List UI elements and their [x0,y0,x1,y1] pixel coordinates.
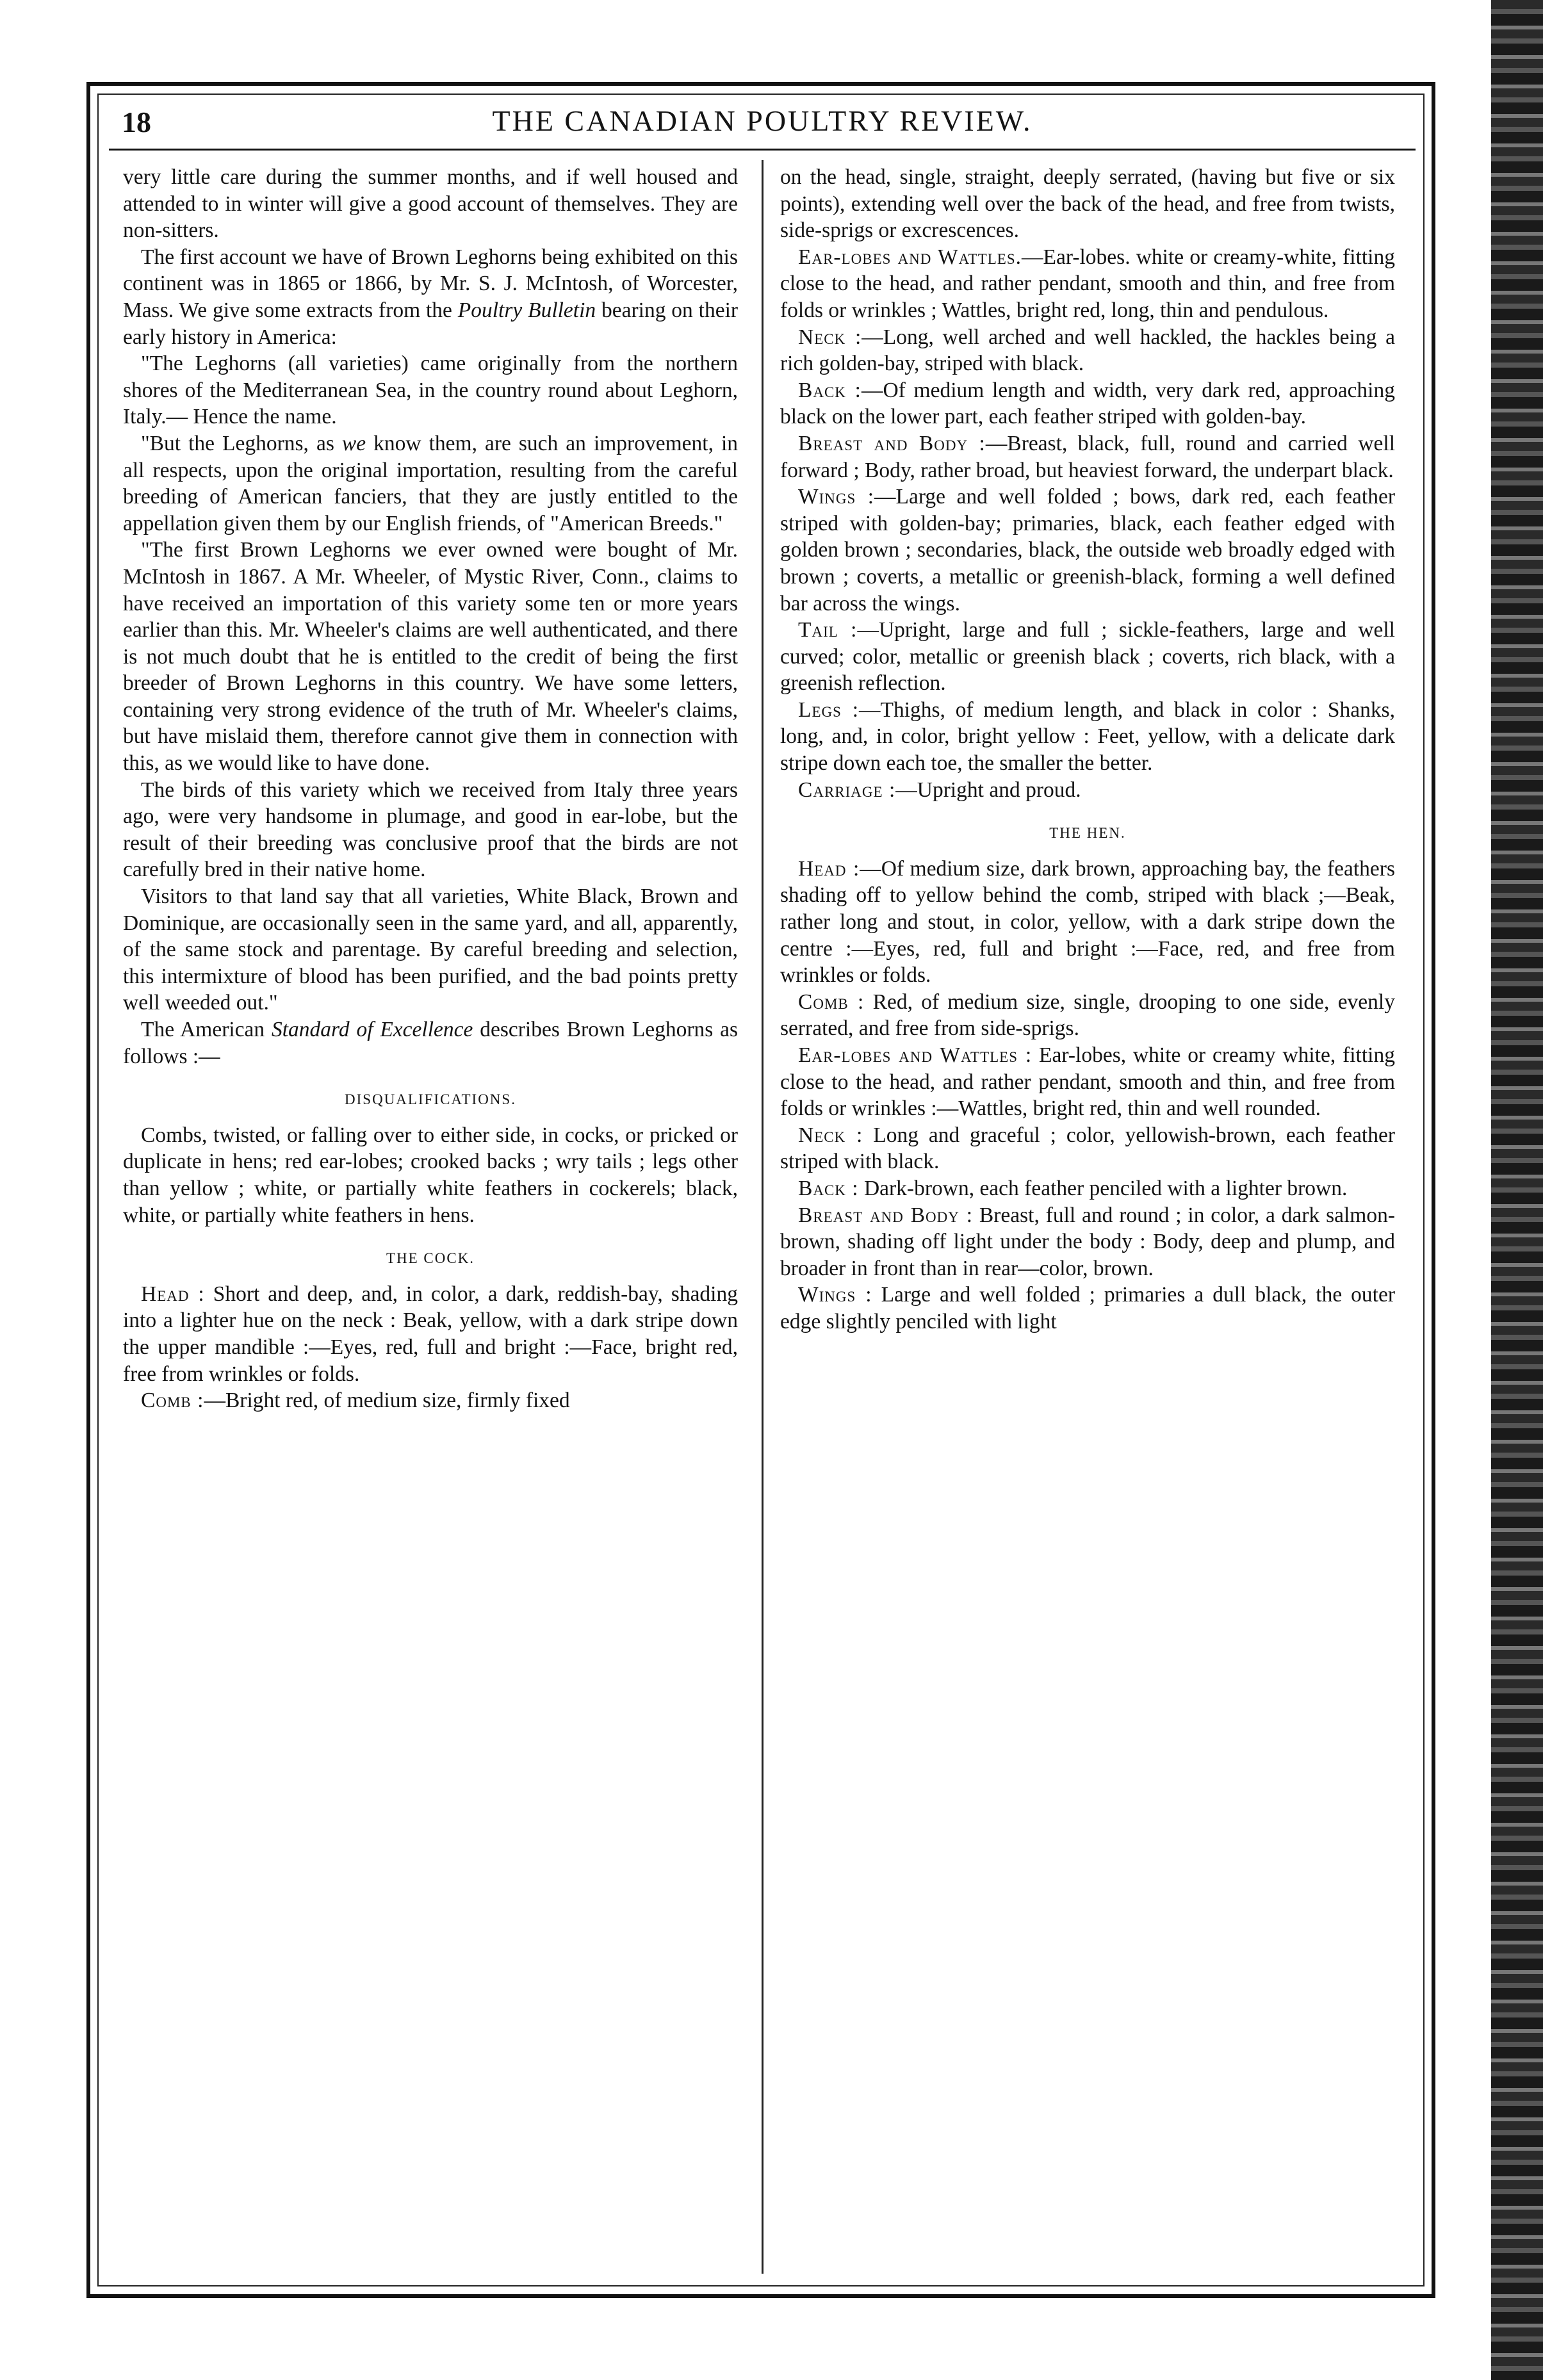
standard-entry-hen-neck: Neck : Long and graceful ; color, yellowish-brown, each feather striped with black. [780,1123,1395,1174]
column-divider [762,160,763,2274]
standard-entry-hen-breast-body: Breast and Body : Breast, full and round ; in color, a dark salmon-brown, shading off light under the body : Body, deep and plump, and broader in front than in rear—color, brown. [780,1203,1395,1280]
section-heading-cock: THE COCK. [386,1250,475,1267]
standard-entry-hen-head: Head :—Of medium size, dark brown, approaching bay, the feathers shading off to yellow behind the comb, striped with black ;—Beak, rather long and stout, in color, yellow, with a dark stripe down the centre :—Eyes, red, full and bright :—Face, red, and free from wrinkles or folds. [780,856,1395,988]
paragraph: The first account we have of Brown Leghorns being exhibited on this continent was in 1865 or 1866, by Mr. S. J. McIntosh, of Worcester, Mass. We give some extracts from the Poultry Bulletin bearing on their early history in America: [123,245,738,349]
paragraph: Combs, twisted, or falling over to either side, in cocks, or pricked or duplicate in hens; red ear-lobes; crooked backs ; wry tails ; legs other than yellow ; white, or partially white feathers in cockerels; black, white, or partially white feathers in hens. [123,1123,738,1227]
section-heading-hen: THE HEN. [1049,825,1126,842]
standard-entry-carriage: Carriage :—Upright and proud. [798,778,1081,802]
section-heading-disqualifications: DISQUALIFICATIONS. [345,1091,516,1108]
standard-entry-comb: Comb :—Bright red, of medium size, firmly fixed [141,1389,570,1413]
standard-entry-ear-lobes: Ear-lobes and Wattles.—Ear-lobes. white or creamy-white, fitting close to the head, and rather pendant, smooth and thin, and free from folds or wrinkles ; Wattles, bright red, long, thin and pendulous. [780,245,1395,322]
standard-entry-hen-comb: Comb : Red, of medium size, single, drooping to one side, evenly serrated, and free from side-sprigs. [780,990,1395,1041]
paragraph: "The Leghorns (all varieties) came originally from the northern shores of the Mediterranean Sea, in the country round about Leghorn, Italy.— Hence the name. [123,352,738,429]
page-number: 18 [122,106,151,138]
header-rule [109,149,1416,151]
right-column [780,164,1395,2271]
standard-entry-neck: Neck :—Long, well arched and well hackled, the hackles being a rich golden-bay, striped with black. [780,325,1395,376]
standard-entry-hen-wings: Wings : Large and well folded ; primaries a dull black, the outer edge slightly penciled with light [780,1283,1395,1333]
paragraph: The American Standard of Excellence describes Brown Leghorns as follows :— [123,1018,738,1068]
page-title: THE CANADIAN POULTRY REVIEW. [492,104,1033,137]
paragraph: The birds of this variety which we received from Italy three years ago, were very handsome in plumage, and good in ear-lobe, but the result of their breeding was conclusive proof that the birds are not carefully bred in their native home. [123,778,738,882]
standard-entry-wings: Wings :—Large and well folded ; bows, dark red, each feather striped with golden-bay; primaries, black, each feather edged with golden brown ; secondaries, black, the outside web broadly edged with brown ; coverts, a metallic or greenish-black, forming a well defined bar across the wings. [780,485,1395,615]
page-header [122,102,1403,147]
paragraph: on the head, single, straight, deeply serrated, (having but five or six points), extending well over the back of the head, and free from twists, side-sprigs or excrescences. [780,165,1395,243]
paragraph: Visitors to that land say that all varieties, White Black, Brown and Dominique, are occasionally seen in the same yard, and all, apparently, of the same stock and parentage. By careful breeding and selection, this intermixture of blood has been purified, and the bad points pretty well weeded out." [123,884,738,1015]
standard-entry-head: Head : Short and deep, and, in color, a dark, reddish-bay, shading into a lighter hue on the neck : Beak, yellow, with a dark stripe down the upper mandible :—Eyes, red, full and bright :—Face, bright red, free from wrinkles or folds. [123,1282,738,1386]
standard-entry-legs: Legs :—Thighs, of medium length, and black in color : Shanks, long, and, in color, bright yellow : Feet, yellow, with a delicate dark stripe down each toe, the smaller the better. [780,697,1395,776]
paragraph: "The first Brown Leghorns we ever owned were bought of Mr. McIntosh in 1867. A Mr. Wheeler, of Mystic River, Conn., claims to have received an importation of this variety some ten or more years earlier than this. Mr. Wheeler's claims are well authenticated, and there is not much doubt that he is entitled to the credit of being the first breeder of Brown Leghorns in this country. We have some letters, containing very strong evidence of the truth of Mr. Wheeler's claims, but have mislaid them, therefore cannot give them in connection with this, as we would like to have done. [123,538,738,776]
left-column [123,164,738,2271]
page-edge-scan-strip [1453,0,1543,2380]
standard-entry-tail: Tail :—Upright, large and full ; sickle-feathers, large and well curved; color, metallic or greenish black ; coverts, rich black, with a greenish reflection. [780,618,1395,696]
standard-entry-back: Back :—Of medium length and width, very dark red, approaching black on the lower part, each feather striped with golden-bay. [780,378,1395,429]
paragraph: "But the Leghorns, as we know them, are such an improvement, in all respects, upon the original importation, resulting from the careful breeding of American fanciers, that they are justly entitled to the appellation given them by our English friends, of "American Breeds." [123,431,738,535]
standard-entry-breast-body: Breast and Body :—Breast, black, full, round and carried well forward ; Body, rather broad, but heaviest forward, the underpart black. [780,431,1395,482]
standard-entry-hen-ear-lobes: Ear-lobes and Wattles : Ear-lobes, white or creamy white, fitting close to the head, and rather pendant, smooth and thin, and free from folds or wrinkles :—Wattles, bright red, thin and well rounded. [780,1043,1395,1121]
paragraph: very little care during the summer months, and if well housed and attended to in winter will give a good account of themselves. They are non-sitters. [123,165,738,243]
standard-entry-hen-back: Back : Dark-brown, each feather penciled with a lighter brown. [798,1176,1348,1200]
